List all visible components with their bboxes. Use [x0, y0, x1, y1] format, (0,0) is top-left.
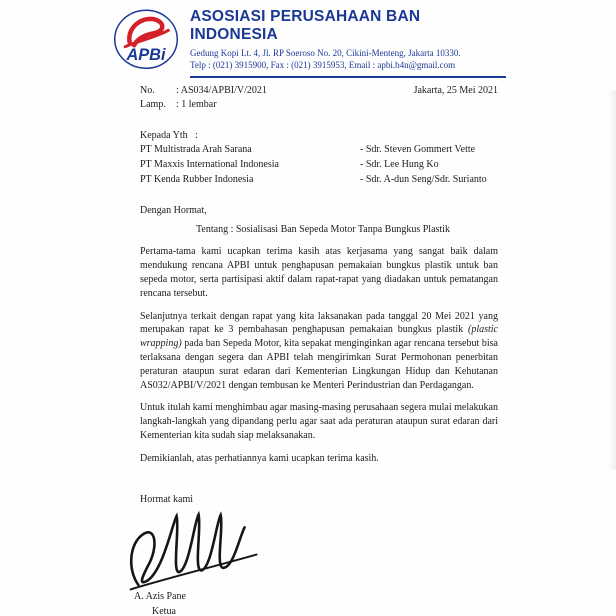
recipient-row	[140, 143, 498, 157]
letterhead-text	[190, 8, 506, 78]
org-name: ASOSIASI PERUSAHAAN BAN INDONESIA	[190, 8, 421, 43]
signature-icon	[119, 501, 295, 599]
recipients-heading: Kepada Yth :	[140, 129, 198, 141]
apbi-logo-text: APBi	[126, 46, 166, 65]
closing-block	[134, 493, 498, 616]
org-address	[190, 47, 506, 72]
paragraph-3: Untuk itulah kami menghimbau agar masing-masing perusahaan segera mulai melakukan langkah-langkah yang dipandang perlu agar saat ada peraturan ataupun surat edaran dari Kementerian kita sudah siap melaksanakan.	[140, 402, 498, 441]
paragraph-1: Pertama-tama kami ucapkan terima kasih atas kerjasama yang sangat baik dalam mendukung rencana APBI untuk penghapusan pemakaian bungkus plastik untuk ban sepeda motor, serta partisipasi aktif dalam rapat-rapat yang diadakan untuk pematangan rencana tersebut.	[140, 246, 498, 299]
meta-row-number	[140, 84, 498, 98]
meta-row-attachment	[140, 98, 498, 112]
attachment-value: : 1 lembar	[176, 98, 217, 110]
signer-name: A. Azis Pane	[134, 591, 186, 603]
city-date: Jakarta, 25 Mei 2021	[413, 85, 498, 96]
closing-salutation: Hormat kami	[140, 493, 194, 505]
paragraph-2-text: Selanjutnya terkait dengan rapat yang kita laksanakan pada tanggal 20 Mei 2021 yang merupakan rapat ke 3 pembahasan penghapusan pemakaian bungkus plastik	[140, 310, 498, 336]
apbi-logo-icon	[108, 8, 184, 72]
paragraph-2-italic: (plastic wrapping)	[140, 324, 498, 350]
org-contact-line: Telp : (021) 3915900, Fax : (021) 3915953, Email : apbi.b4n@gmail.com	[190, 60, 456, 71]
letter-content	[134, 84, 498, 616]
recipient-person: - Sdr. Steven Gommert Vette	[360, 144, 476, 156]
recipient-row	[140, 158, 498, 172]
subject-line: Tentang : Sosialisasi Ban Sepeda Motor Tanpa Bungkus Plastik	[196, 223, 450, 235]
attachment-label: Lamp.	[140, 98, 166, 110]
signer-title: Ketua	[152, 606, 176, 616]
paragraph-2	[140, 310, 498, 393]
apbi-logo-svg	[108, 8, 184, 72]
letterhead	[108, 8, 506, 78]
recipient-person: - Sdr. A-dun Seng/Sdr. Surianto	[360, 173, 487, 185]
recipient-company: PT Maxxis International Indonesia	[140, 159, 279, 171]
number-value: : AS034/APBI/V/2021	[176, 85, 267, 96]
recipient-person: - Sdr. Lee Hung Ko	[360, 159, 439, 171]
org-address-line: Gedung Kopi Lt. 4, Jl. RP Soeroso No. 20, Cikini-Menteng, Jakarta 10330.	[190, 47, 461, 58]
signature-area	[140, 506, 498, 590]
recipient-company: PT Multistrada Arah Sarana	[140, 144, 252, 156]
paragraph-2-text: pada ban Sepeda Motor, kita sepakat menginginkan agar rencana tersebut bisa terlaksana dengan segera dan APBI telah mengirimkan Surat Permohonan penerbitan peraturan ataupun surat edaran dari Kementerian Lingkungan Hidup dan Kehutanan AS032/APBI/V/2021 dengan tembusan ke Menteri Perindustrian dan Perdagangan.	[140, 338, 498, 391]
number-label: No.	[140, 85, 155, 96]
recipient-row	[140, 173, 498, 187]
scan-artifact	[608, 90, 616, 470]
recipient-company: PT Kenda Rubber Indonesia	[140, 173, 254, 185]
paragraph-4: Demikianlah, atas perhatiannya kami ucapkan terima kasih.	[140, 452, 379, 464]
salutation: Dengan Hormat,	[140, 204, 207, 216]
